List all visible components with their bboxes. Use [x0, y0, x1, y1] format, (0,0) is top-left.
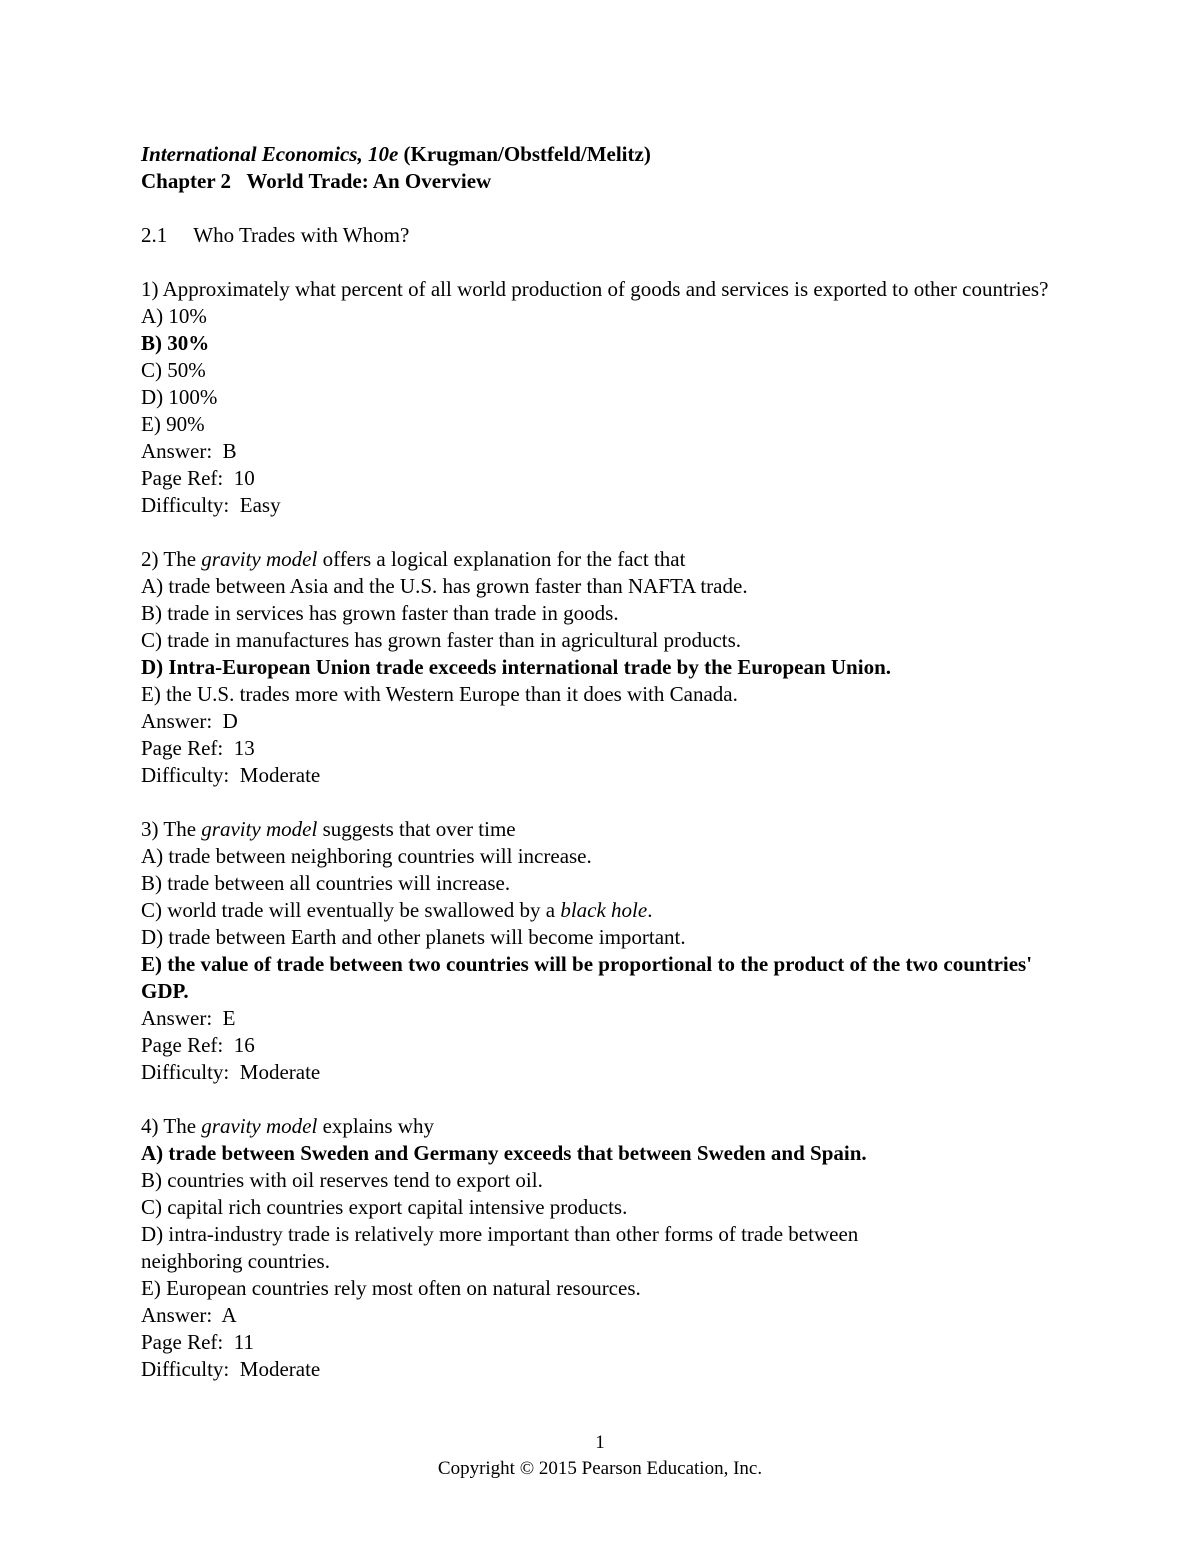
stem-start: 3) The — [141, 817, 197, 841]
stem-start: 4) The — [141, 1114, 197, 1138]
question-2 — [141, 546, 1071, 789]
section-number: 2.1 — [141, 223, 168, 247]
difficulty: Difficulty: Moderate — [141, 1357, 321, 1381]
answer: Answer: E — [141, 1006, 236, 1030]
difficulty: Difficulty: Moderate — [141, 763, 321, 787]
option-d-correct: D) Intra-European Union trade exceeds international trade by the European Union. — [141, 655, 892, 679]
stem-emphasis: gravity model — [201, 547, 318, 571]
option-c: C) trade in manufactures has grown faster than in agricultural products. — [141, 628, 742, 652]
question-stem: 1) Approximately what percent of all world production of goods and services is exported to other countries? — [141, 277, 1049, 301]
stem-start: 2) The — [141, 547, 197, 571]
page-number: 1 — [595, 1432, 605, 1453]
option-a: A) trade between Asia and the U.S. has grown faster than NAFTA trade. — [141, 574, 748, 598]
stem-end: offers a logical explanation for the fact that — [322, 547, 686, 571]
option-b: B) countries with oil reserves tend to export oil. — [141, 1168, 543, 1192]
option-a: A) 10% — [141, 304, 207, 328]
page-content — [141, 141, 1071, 1383]
option-d: D) trade between Earth and other planets will become important. — [141, 925, 686, 949]
option-c: C) 50% — [141, 358, 206, 382]
difficulty: Difficulty: Moderate — [141, 1060, 321, 1084]
question-4 — [141, 1113, 1071, 1383]
stem-end: suggests that over time — [322, 817, 516, 841]
answer: Answer: A — [141, 1303, 237, 1327]
question-1 — [141, 276, 1071, 519]
page-ref: Page Ref: 16 — [141, 1033, 255, 1057]
stem-emphasis: gravity model — [201, 817, 318, 841]
option-e: E) European countries rely most often on natural resources. — [141, 1276, 641, 1300]
answer: Answer: B — [141, 439, 237, 463]
option-c-end: . — [647, 898, 653, 922]
option-e-correct: E) the value of trade between two countries will be proportional to the product of the two countries' GDP. — [141, 952, 1033, 1003]
copyright-notice: Copyright © 2015 Pearson Education, Inc. — [437, 1458, 763, 1479]
question-stem — [141, 816, 1071, 843]
stem-emphasis: gravity model — [201, 1114, 318, 1138]
stem-end: explains why — [322, 1114, 434, 1138]
option-b: B) trade in services has grown faster than trade in goods. — [141, 601, 619, 625]
page-ref: Page Ref: 11 — [141, 1330, 254, 1354]
option-d: D) intra-industry trade is relatively more important than other forms of trade between neighboring countries. — [141, 1222, 859, 1273]
option-a-correct: A) trade between Sweden and Germany exceeds that between Sweden and Spain. — [141, 1141, 867, 1165]
book-title: International Economics, 10e — [141, 142, 399, 166]
question-3 — [141, 816, 1071, 1086]
option-c — [141, 897, 1071, 924]
question-stem — [141, 546, 1071, 573]
option-c-emphasis: black hole — [560, 898, 648, 922]
section-heading — [141, 222, 1071, 249]
option-e: E) 90% — [141, 412, 205, 436]
option-d: D) 100% — [141, 385, 218, 409]
option-a: A) trade between neighboring countries will increase. — [141, 844, 592, 868]
option-e: E) the U.S. trades more with Western Europe than it does with Canada. — [141, 682, 738, 706]
page-ref: Page Ref: 10 — [141, 466, 255, 490]
book-authors: (Krugman/Obstfeld/Melitz) — [403, 142, 651, 166]
question-stem — [141, 1113, 1071, 1140]
section-title: Who Trades with Whom? — [193, 223, 410, 247]
page-ref: Page Ref: 13 — [141, 736, 255, 760]
option-b: B) trade between all countries will increase. — [141, 871, 511, 895]
book-header — [141, 141, 1071, 168]
answer: Answer: D — [141, 709, 238, 733]
option-c: C) capital rich countries export capital intensive products. — [141, 1195, 628, 1219]
difficulty: Difficulty: Easy — [141, 493, 281, 517]
chapter-title: Chapter 2 World Trade: An Overview — [141, 169, 492, 193]
option-c-text: C) world trade will eventually be swallowed by a — [141, 898, 556, 922]
option-b-correct: B) 30% — [141, 331, 210, 355]
